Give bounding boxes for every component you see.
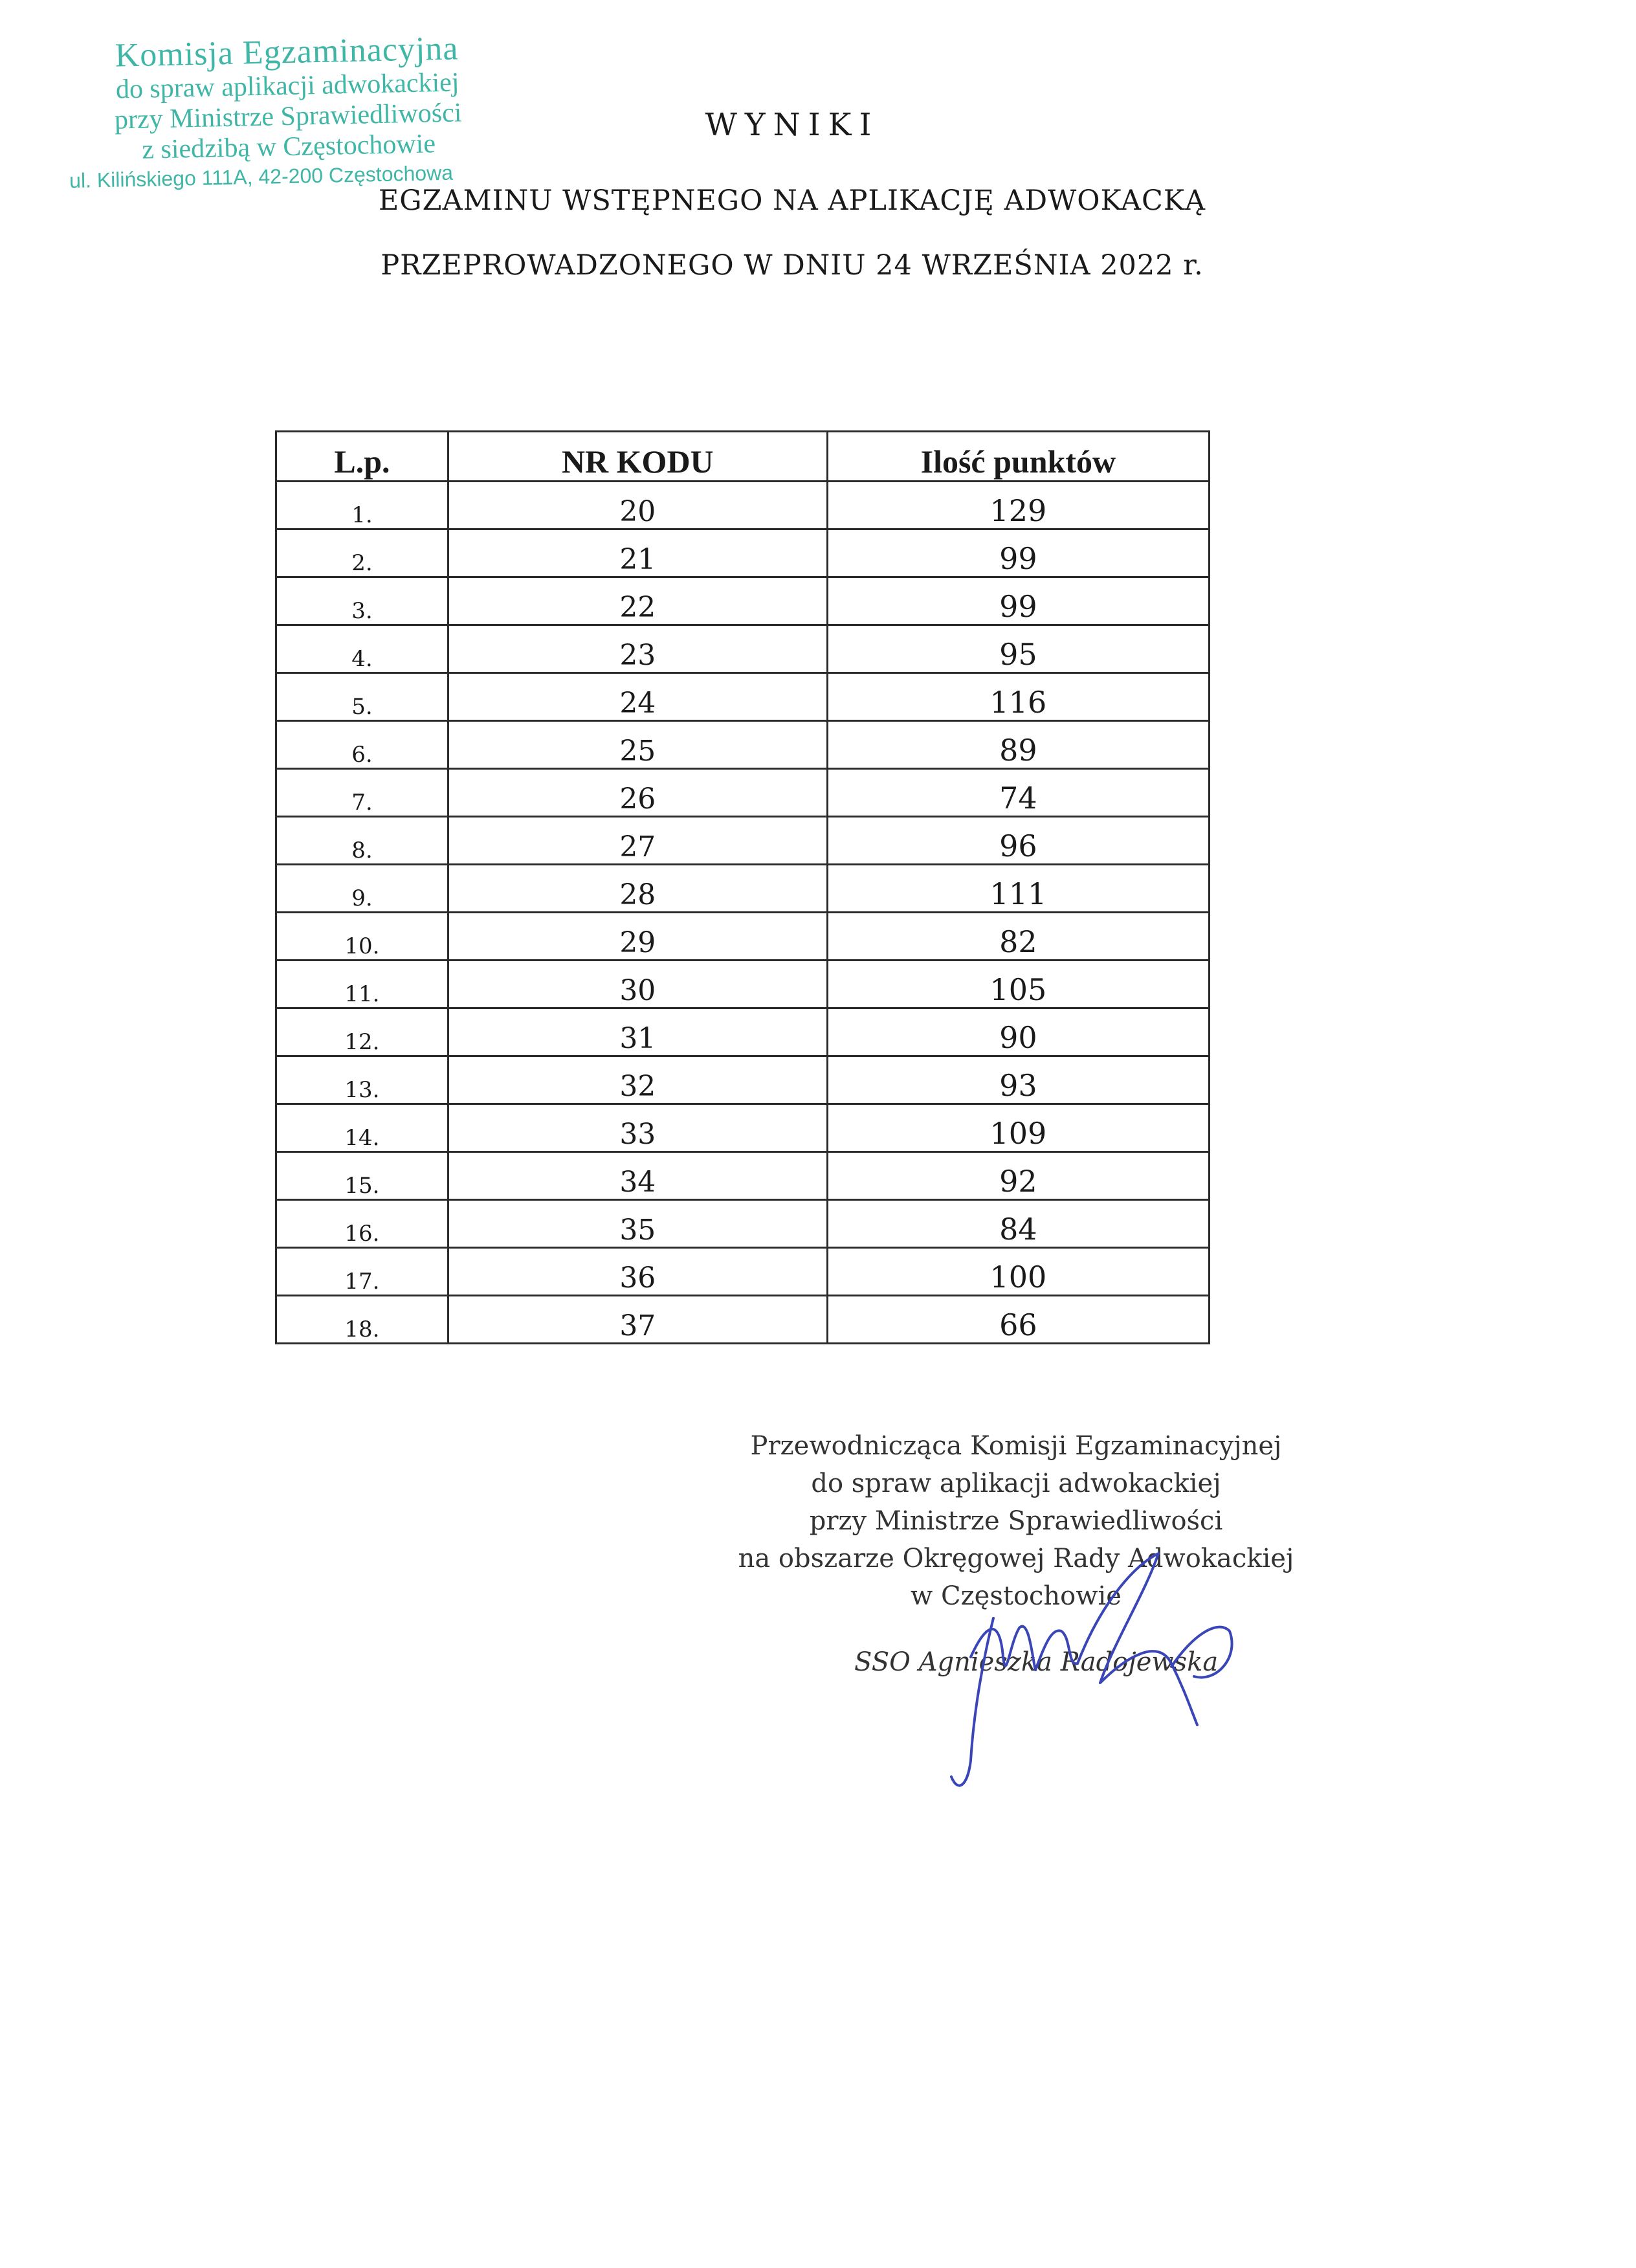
row-code: 21 <box>448 529 827 577</box>
document-subtitle-exam: EGZAMINU WSTĘPNEGO NA APLIKACJĘ ADWOKACKĄ <box>378 184 1206 217</box>
signature-title-line-3: przy Ministrze Sprawiedliwości <box>809 1506 1223 1536</box>
row-points: 99 <box>827 577 1209 625</box>
signature-title-line-4: na obszarze Okręgowej Rady Adwokackiej <box>738 1544 1294 1573</box>
header-code: NR KODU <box>448 432 827 482</box>
row-lp: 14. <box>276 1104 448 1152</box>
row-lp: 1. <box>276 482 448 529</box>
row-code: 33 <box>448 1104 827 1152</box>
row-code: 26 <box>448 769 827 817</box>
row-code: 24 <box>448 673 827 721</box>
row-points: 66 <box>827 1296 1209 1344</box>
stamp-address: ul. Kilińskiego 111A, 42-200 Częstochowa <box>69 161 454 193</box>
document-subtitle-date: PRZEPROWADZONEGO W DNIU 24 WRZEŚNIA 2022 r. <box>381 249 1204 282</box>
row-code: 32 <box>448 1056 827 1104</box>
row-code: 28 <box>448 865 827 913</box>
row-points: 96 <box>827 817 1209 865</box>
stamp-line-2: do spraw aplikacji adwokackiej <box>115 67 459 105</box>
stamp-line-4: z siedzibą w Częstochowie <box>141 129 436 166</box>
row-code: 31 <box>448 1008 827 1056</box>
header-points: Ilość punktów <box>827 432 1209 482</box>
stamp-line-1: Komisja Egzaminacyjna <box>115 30 459 74</box>
signature-title-line-1: Przewodnicząca Komisji Egzaminacyjnej <box>750 1431 1282 1461</box>
row-points: 129 <box>827 482 1209 529</box>
row-lp: 2. <box>276 529 448 577</box>
row-points: 93 <box>827 1056 1209 1104</box>
row-points: 99 <box>827 529 1209 577</box>
row-points: 105 <box>827 961 1209 1008</box>
row-code: 35 <box>448 1200 827 1248</box>
stamp-line-3: przy Ministrze Sprawiedliwości <box>114 98 462 135</box>
row-code: 36 <box>448 1248 827 1296</box>
row-points: 89 <box>827 721 1209 769</box>
row-lp: 11. <box>276 961 448 1008</box>
row-lp: 9. <box>276 865 448 913</box>
row-points: 116 <box>827 673 1209 721</box>
row-lp: 8. <box>276 817 448 865</box>
row-code: 30 <box>448 961 827 1008</box>
signature-title-line-5: w Częstochowie <box>911 1581 1122 1611</box>
row-lp: 7. <box>276 769 448 817</box>
row-code: 25 <box>448 721 827 769</box>
row-points: 84 <box>827 1200 1209 1248</box>
row-lp: 13. <box>276 1056 448 1104</box>
header-lp: L.p. <box>276 432 448 482</box>
row-lp: 12. <box>276 1008 448 1056</box>
row-lp: 10. <box>276 913 448 961</box>
row-points: 82 <box>827 913 1209 961</box>
signature-title-line-2: do spraw aplikacji adwokackiej <box>811 1469 1221 1498</box>
row-code: 20 <box>448 482 827 529</box>
row-points: 109 <box>827 1104 1209 1152</box>
row-points: 111 <box>827 865 1209 913</box>
row-lp: 5. <box>276 673 448 721</box>
row-lp: 4. <box>276 625 448 673</box>
row-code: 29 <box>448 913 827 961</box>
row-code: 23 <box>448 625 827 673</box>
row-lp: 3. <box>276 577 448 625</box>
row-lp: 16. <box>276 1200 448 1248</box>
row-points: 100 <box>827 1248 1209 1296</box>
row-points: 92 <box>827 1152 1209 1200</box>
row-code: 22 <box>448 577 827 625</box>
row-code: 27 <box>448 817 827 865</box>
row-points: 74 <box>827 769 1209 817</box>
row-code: 37 <box>448 1296 827 1344</box>
row-code: 34 <box>448 1152 827 1200</box>
document-title: WYNIKI <box>705 107 879 143</box>
row-lp: 6. <box>276 721 448 769</box>
row-lp: 15. <box>276 1152 448 1200</box>
row-lp: 18. <box>276 1296 448 1344</box>
signatory-name: SSO Agnieszka Radojewska <box>854 1647 1219 1677</box>
row-points: 95 <box>827 625 1209 673</box>
row-points: 90 <box>827 1008 1209 1056</box>
row-lp: 17. <box>276 1248 448 1296</box>
